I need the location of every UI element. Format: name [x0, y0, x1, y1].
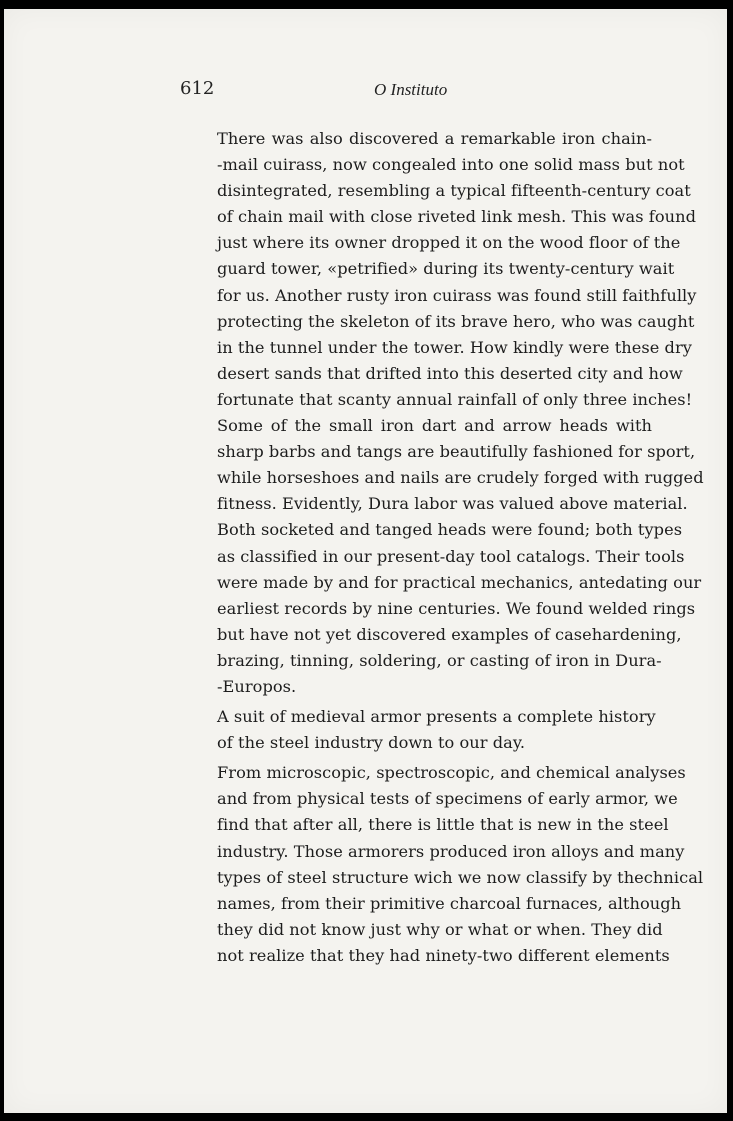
- text-line: were made by and for practical mechanics, antedating our: [217, 572, 702, 592]
- body-text: [180, 126, 704, 969]
- page-header: [176, 78, 656, 108]
- text-line: in the tunnel under the tower. How kindly were these dry: [217, 337, 692, 357]
- text-line: types of steel structure wich we now classify by thechnical: [217, 867, 704, 887]
- page-number: 612: [180, 78, 215, 99]
- text-line: There was also discovered a remarkable iron chain-: [217, 129, 652, 148]
- text-line: they did not know just why or what or when. They did: [217, 919, 663, 939]
- text-line: as classified in our present-day tool catalogs. Their tools: [217, 546, 685, 566]
- text-line: sharp barbs and tangs are beautifully fashioned for sport,: [217, 442, 696, 462]
- text-line: industry. Those armorers produced iron alloys and many: [217, 841, 685, 861]
- text-line: protecting the skeleton of its brave hero, who was caught: [217, 311, 695, 331]
- text-line: Both socketed and tanged heads were found; both types: [217, 520, 683, 540]
- text-line: while horseshoes and nails are crudely forged with rugged: [217, 468, 704, 488]
- text-line: and from physical tests of specimens of early armor, we: [217, 789, 678, 809]
- paragraph-3: [180, 704, 656, 756]
- text-line: of chain mail with close riveted link mesh. This was found: [217, 207, 696, 227]
- text-line: just where its owner dropped it on the wood floor of the: [217, 233, 681, 253]
- text-line: disintegrated, resembling a typical fifteenth-century coat: [217, 181, 691, 201]
- paragraph-2: [180, 413, 704, 700]
- text-line: fortunate that scanty annual rainfall of only three inches!: [217, 389, 693, 409]
- paragraph-4: [180, 760, 704, 969]
- running-head: O Instituto: [374, 80, 448, 99]
- text-line: of the steel industry down to our day.: [217, 733, 526, 753]
- text-line: not realize that they had ninety-two different elements: [217, 945, 670, 965]
- text-line: names, from their primitive charcoal furnaces, although: [217, 893, 682, 913]
- text-line: fitness. Evidently, Dura labor was valued above material.: [217, 494, 688, 514]
- text-line: -Europos.: [217, 676, 297, 696]
- text-line: guard tower, «petrified» during its twenty-century wait: [217, 259, 675, 279]
- text-line: but have not yet discovered examples of casehardening,: [217, 624, 682, 644]
- text-line: desert sands that drifted into this deserted city and how: [217, 363, 683, 383]
- text-line: brazing, tinning, soldering, or casting of iron in Dura-: [217, 650, 662, 670]
- text-line: From microscopic, spectroscopic, and chemical analyses: [217, 763, 686, 783]
- paragraph-1: [180, 126, 697, 413]
- text-line: -mail cuirass, now congealed into one solid mass but not: [217, 155, 685, 175]
- text-line: find that after all, there is little that is new in the steel: [217, 815, 669, 835]
- text-line: earliest records by nine centuries. We found welded rings: [217, 598, 696, 618]
- text-line: for us. Another rusty iron cuirass was found still faithfully: [217, 285, 697, 305]
- text-line: A suit of medieval armor presents a complete history: [217, 707, 656, 727]
- text-line: Some of the small iron dart and arrow heads with: [217, 416, 652, 436]
